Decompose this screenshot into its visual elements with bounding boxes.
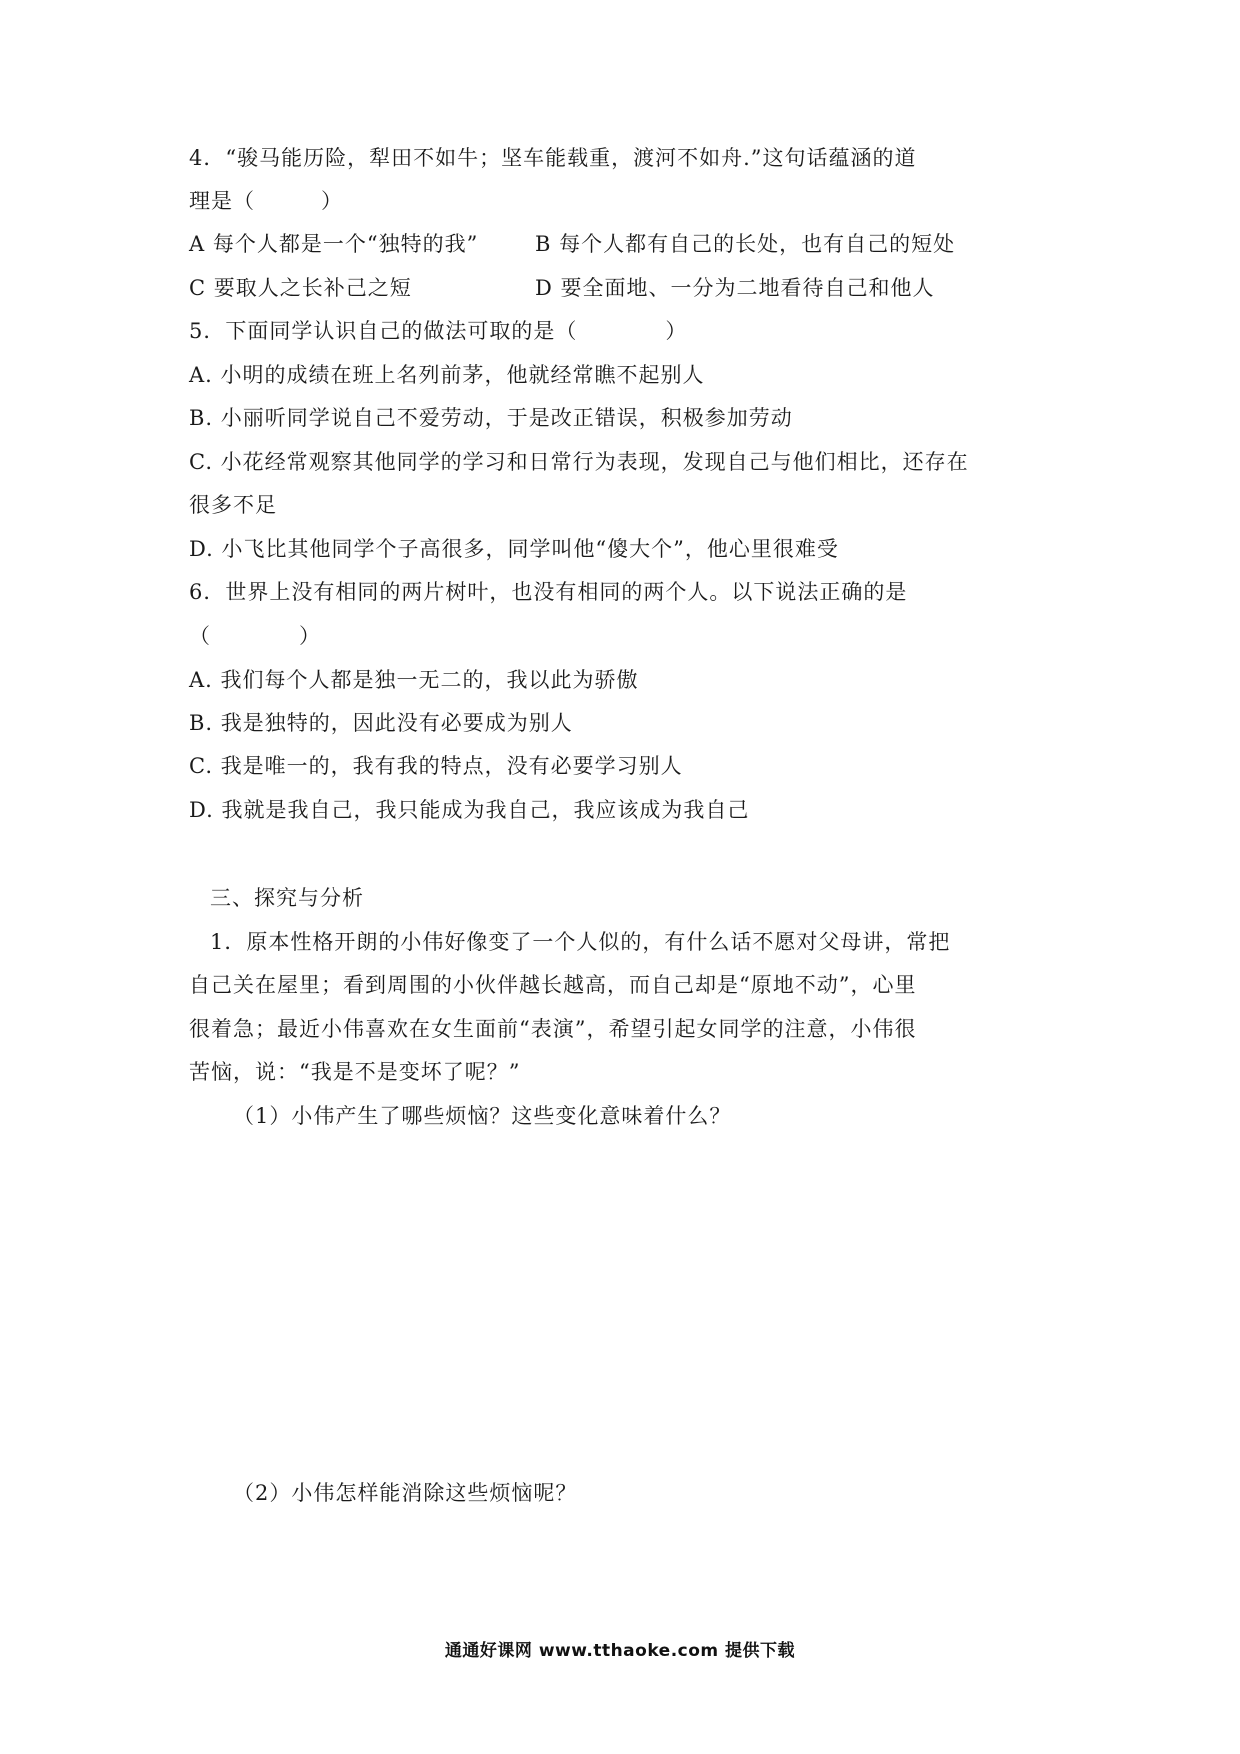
q5-option-c-line2: 很多不足 (189, 493, 277, 517)
page-footer: 通通好课网 www.tthaoke.com 提供下载 (444, 1641, 796, 1661)
q5-option-b: B. 小丽听同学说自己不爱劳动，于是改正错误，积极参加劳动 (189, 406, 793, 430)
q6-stem-line1: 6．世界上没有相同的两片树叶，也没有相同的两个人。以下说法正确的是 (189, 580, 908, 604)
q6-option-b: B. 我是独特的，因此没有必要成为别人 (189, 711, 573, 735)
q4-stem-line1: 4．“骏马能历险，犁田不如牛；坚车能载重，渡河不如舟.”这句话蕴涵的道 (189, 146, 917, 170)
section3-q1-line3: 很着急；最近小伟喜欢在女生面前“表演”，希望引起女同学的注意，小伟很 (189, 1017, 917, 1041)
section-heading: 三、探究与分析 (210, 886, 364, 910)
q5-option-a: A. 小明的成绩在班上名列前茅，他就经常瞧不起别人 (189, 363, 705, 387)
q5-stem: 5．下面同学认识自己的做法可取的是（ ） (189, 319, 688, 343)
section3-subquestion-2: （2）小伟怎样能消除这些烦恼呢？ (233, 1481, 578, 1505)
section3-q1-line4: 苦恼，说：“我是不是变坏了呢？” (189, 1060, 521, 1084)
q6-option-a: A. 我们每个人都是独一无二的，我以此为骄傲 (189, 668, 639, 692)
q4-option-c: C 要取人之长补己之短 (189, 276, 412, 300)
q6-option-c: C. 我是唯一的，我有我的特点，没有必要学习别人 (189, 754, 683, 778)
q6-stem-line2: （ ） (189, 624, 321, 648)
q5-option-d: D. 小飞比其他同学个子高很多，同学叫他“傻大个”，他心里很难受 (189, 537, 839, 561)
q5-option-c-line1: C. 小花经常观察其他同学的学习和日常行为表现，发现自己与他们相比，还存在 (189, 450, 969, 474)
q4-option-a: A 每个人都是一个“独特的我” (189, 232, 479, 256)
q4-option-b: B 每个人都有自己的长处，也有自己的短处 (535, 232, 956, 256)
section3-q1-line1: 1．原本性格开朗的小伟好像变了一个人似的，有什么话不愿对父母讲，常把 (210, 930, 951, 954)
q4-stem-line2: 理是（ ） (189, 189, 343, 213)
section3-subquestion-1: （1）小伟产生了哪些烦恼？这些变化意味着什么？ (233, 1104, 732, 1128)
q6-option-d: D. 我就是我自己，我只能成为我自己，我应该成为我自己 (189, 798, 750, 822)
section3-q1-line2: 自己关在屋里；看到周围的小伙伴越长越高，而自己却是“原地不动”，心里 (189, 973, 917, 997)
q4-option-d: D 要全面地、一分为二地看待自己和他人 (535, 276, 935, 300)
